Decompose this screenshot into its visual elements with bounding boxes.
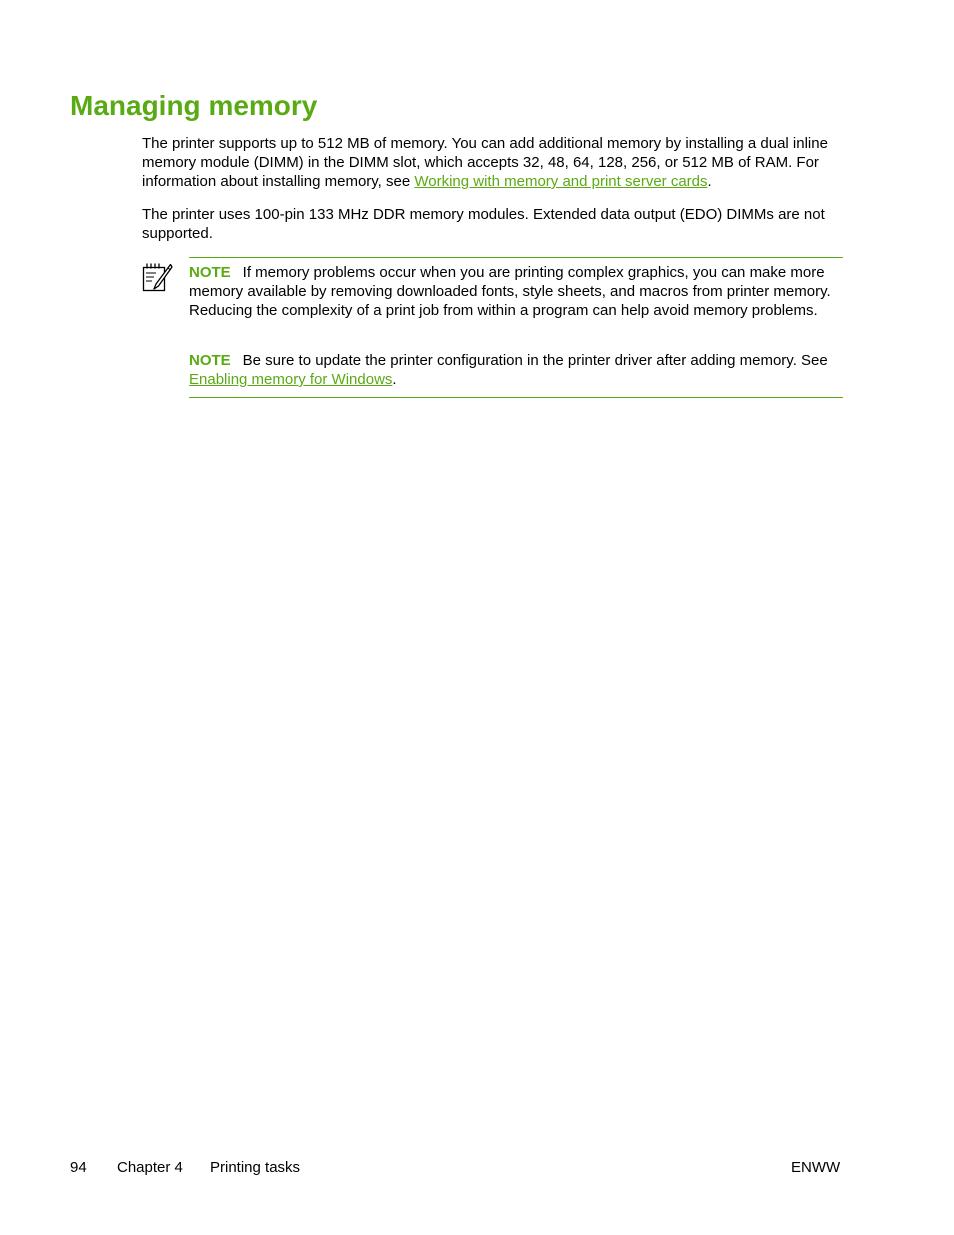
module-paragraph: The printer uses 100-pin 133 MHz DDR memory modules. Extended data output (EDO) DIMMs are not supported. — [142, 206, 825, 242]
note-pad-icon — [141, 261, 173, 293]
intro-text: The printer supports up to 512 MB of memory. You can add additional memory by installing a dual inline memory module (DIMM) in the DIMM slot, which accepts 32, 48, 64, 128, 256, or 512 MB of RAM. For information about installing memory, see — [142, 135, 828, 190]
intro-paragraph — [142, 134, 842, 191]
footer-chapter: Chapter 4 — [117, 1159, 183, 1176]
note-top-rule — [189, 257, 843, 258]
footer-locale: ENWW — [791, 1159, 841, 1176]
memory-cards-link[interactable]: Working with memory and print server cards — [414, 173, 708, 190]
page-title: Managing memory — [70, 90, 318, 121]
enabling-memory-link[interactable]: Enabling memory for Windows — [189, 371, 393, 388]
note-text: Be sure to update the printer configuration in the printer driver after adding memory. See — [242, 352, 828, 369]
note-end: . — [392, 371, 397, 388]
footer-section: Printing tasks — [210, 1159, 301, 1176]
footer-page-number: 94 — [70, 1159, 87, 1176]
note-label: NOTE — [189, 264, 231, 281]
note-update-config — [189, 351, 841, 389]
note-memory-problems — [189, 263, 841, 320]
intro-end: . — [707, 173, 712, 190]
note-bottom-rule — [189, 397, 843, 398]
note-label: NOTE — [189, 352, 231, 369]
note-text: If memory problems occur when you are printing complex graphics, you can make more memory available by removing downloaded fonts, style sheets, and macros from printer memory. Reducing the complexity of a print job from within a program can help avoid memory problems. — [189, 264, 831, 319]
